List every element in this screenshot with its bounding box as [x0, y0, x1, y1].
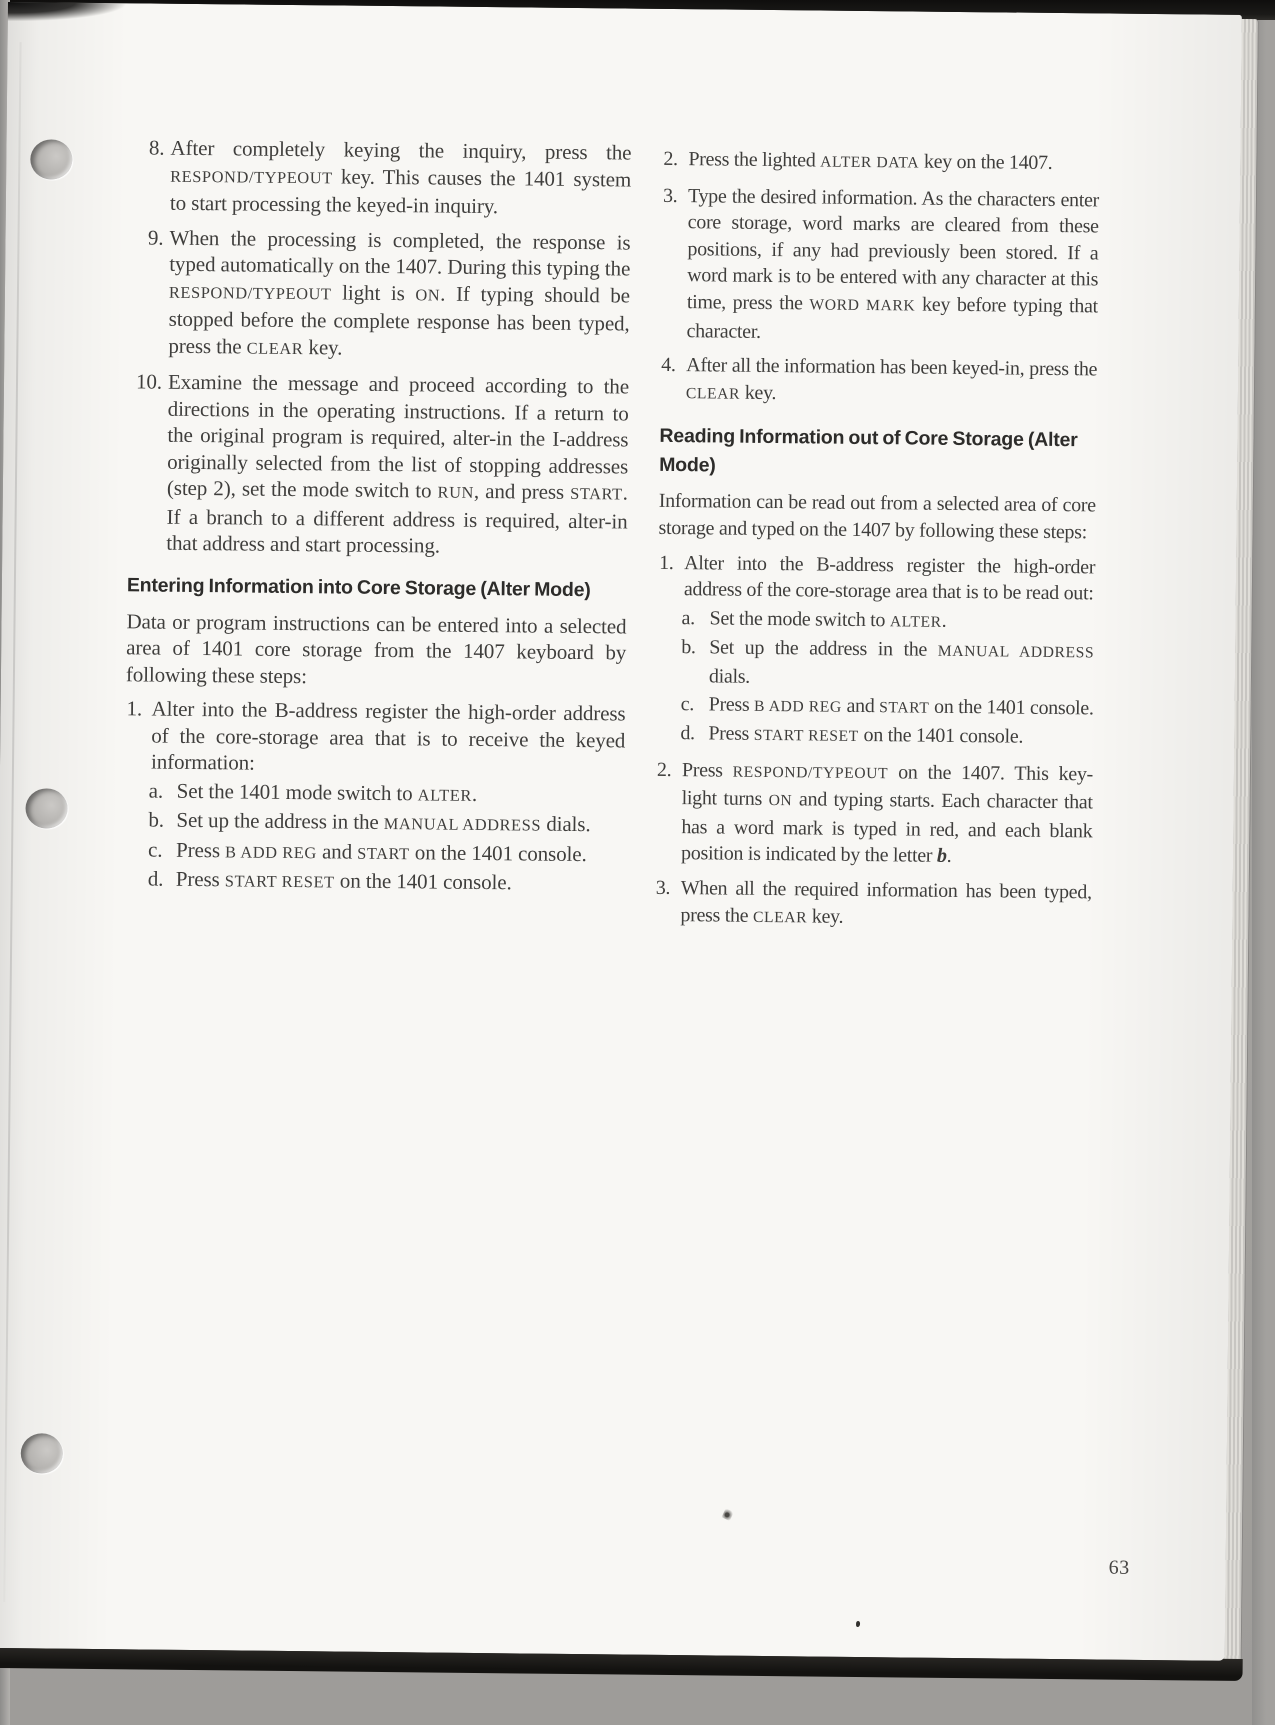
item-text: Press START RESET on the 1401 console.: [175, 866, 512, 895]
small-caps-term: ALTER DATA: [820, 153, 920, 172]
item-text: Alter into the B-address register the high-order address of the core-storage area that is to be read out:: [683, 551, 1096, 605]
page-number: 63: [1108, 1556, 1130, 1579]
lettered-sub-item: [681, 605, 1094, 638]
small-caps-term: CLEAR: [752, 908, 808, 927]
item-text: Type the desired information. As the characters enter core storage, word marks are cleared from these positions, if any had previously been stored. If a word mark is to be entered with any character at this time, press the WORD MARK key before typing that character.: [686, 184, 1100, 343]
item-marker: 3.: [662, 184, 678, 207]
item-text: Press B ADD REG and START on the 1401 console.: [176, 837, 587, 866]
italic-b: b: [936, 845, 947, 868]
lettered-sub-item: [148, 836, 624, 869]
corner-shadow: [8, 2, 168, 34]
small-caps-term: START: [570, 483, 623, 504]
small-caps-term: START RESET: [224, 871, 335, 892]
lettered-sub-item: [149, 777, 625, 810]
small-caps-term: B ADD REG: [754, 697, 842, 716]
numbered-item: [662, 146, 1099, 179]
small-caps-term: RUN: [437, 482, 475, 502]
item-text: Set up the address in the MANUAL ADDRESS dials.: [708, 636, 1095, 688]
binding-crease: [3, 42, 21, 1602]
item-marker: b.: [681, 636, 696, 659]
item-text: Set up the address in the MANUAL ADDRESS dials.: [176, 807, 591, 837]
item-marker: c.: [680, 692, 695, 715]
item-marker: 1.: [126, 696, 143, 721]
punch-hole-bottom: [21, 1433, 63, 1473]
left-text-column: [124, 134, 632, 899]
item-marker: a.: [148, 778, 164, 803]
item-text: Set the mode switch to ALTER.: [709, 607, 947, 632]
item-marker: 1.: [659, 551, 674, 574]
item-text: Press the lighted ALTER DATA key on the 1407.: [688, 148, 1053, 174]
item-text: After completely keying the inquiry, press the RESPOND/TYPEOUT key. This causes the 1401 system to start processing the keyed-in inquiry.: [169, 135, 632, 219]
numbered-item: [131, 134, 632, 221]
item-text: Press B ADD REG and START on the 1401 console.: [708, 692, 1094, 719]
paragraph: Data or program instructions can be entered into a selected area of 1401 core storage from the 1407 keyboard by following these steps:: [125, 608, 627, 688]
lettered-sub-item: [148, 866, 624, 899]
small-caps-term: START RESET: [753, 726, 859, 746]
item-text: Examine the message and proceed according to the directions in the operating instructions. If a return to the original program is required, alter-in the I-address originally selected from the list of stopping addresses (step 2), set the mode switch to RUN, and press START. If a branch to a different address is required, alter-in that address and start processing.: [166, 369, 630, 558]
small-caps-term: WORD MARK: [809, 296, 916, 315]
item-text: Press START RESET on the 1401 console.: [708, 722, 1024, 748]
small-caps-term: ON: [415, 284, 441, 305]
item-text: When all the required information has been typed, press the CLEAR key.: [680, 877, 1092, 928]
small-caps-term: CLEAR: [685, 384, 741, 403]
item-marker: a.: [681, 606, 695, 629]
punch-hole-top: [30, 139, 72, 179]
item-text: Press RESPOND/TYPEOUT on the 1407. This key-light turns ON and typing starts. Each character that has a word mark is typed in red, and each blank position is indicated by the letter b.: [681, 758, 1094, 868]
small-caps-term: CLEAR: [246, 338, 304, 358]
small-caps-term: RESPOND/TYPEOUT: [170, 166, 333, 187]
numbered-item: [660, 182, 1099, 348]
item-marker: 2.: [663, 147, 678, 171]
item-marker: 8.: [148, 135, 165, 160]
lettered-sub-item: [148, 807, 624, 840]
small-caps-term: RESPOND/TYPEOUT: [732, 763, 889, 782]
numbered-item: [127, 368, 629, 561]
small-caps-term: ALTER: [417, 784, 473, 805]
small-caps-term: MANUAL ADDRESS: [937, 643, 1095, 662]
item-text: Alter into the B-address register the high-order address of the core-storage area that is to receive the keyed information:: [150, 696, 626, 775]
item-marker: 4.: [661, 354, 676, 377]
item-marker: d.: [680, 722, 695, 745]
numbered-item: [658, 549, 1096, 607]
item-text: Set the 1401 mode switch to ALTER.: [176, 778, 478, 806]
item-marker: 10.: [135, 369, 163, 394]
lettered-sub-item: [681, 634, 1095, 694]
small-caps-term: ON: [768, 792, 793, 810]
section-heading: Entering Information into Core Storage (Alter Mode): [126, 573, 591, 601]
numbered-item: [129, 224, 630, 366]
paragraph: Information can be read out from a selected area of core storage and typed on the 1407 by following these steps:: [658, 490, 1096, 544]
item-marker: b.: [148, 807, 165, 832]
numbered-item: [655, 757, 1093, 872]
item-marker: 3.: [655, 876, 671, 900]
ink-dot: [856, 1621, 860, 1627]
item-marker: c.: [148, 837, 163, 862]
small-caps-term: B ADD REG: [225, 841, 317, 862]
small-caps-term: ALTER: [889, 612, 942, 631]
item-text: When the processing is completed, the response is typed automatically on the 1407. During this typing the RESPOND/TYPEOUT light is ON. If typing should be stopped before the complete response has been typed, press the CLEAR key.: [168, 225, 631, 360]
small-caps-term: START: [879, 698, 930, 717]
small-caps-term: RESPOND/TYPEOUT: [168, 282, 332, 303]
punch-hole-middle: [25, 788, 67, 828]
small-caps-term: START: [357, 843, 410, 863]
small-caps-term: MANUAL ADDRESS: [383, 813, 542, 835]
page: [0, 2, 1242, 1661]
section-heading: Reading Information out of Core Storage (Alter Mode): [659, 425, 1078, 477]
lettered-sub-item: [681, 691, 1094, 724]
ink-speck: [722, 1508, 734, 1521]
numbered-item: [654, 875, 1092, 935]
lettered-sub-item: [680, 720, 1093, 753]
numbered-item: [125, 695, 626, 780]
item-marker: 9.: [147, 224, 164, 250]
book: [0, 2, 1268, 1715]
item-marker: 2.: [656, 758, 672, 781]
item-text: After all the information has been keyed-in, press the CLEAR key.: [685, 354, 1098, 404]
numbered-item: [660, 352, 1098, 412]
right-text-column: [654, 146, 1099, 935]
item-marker: d.: [147, 866, 164, 891]
